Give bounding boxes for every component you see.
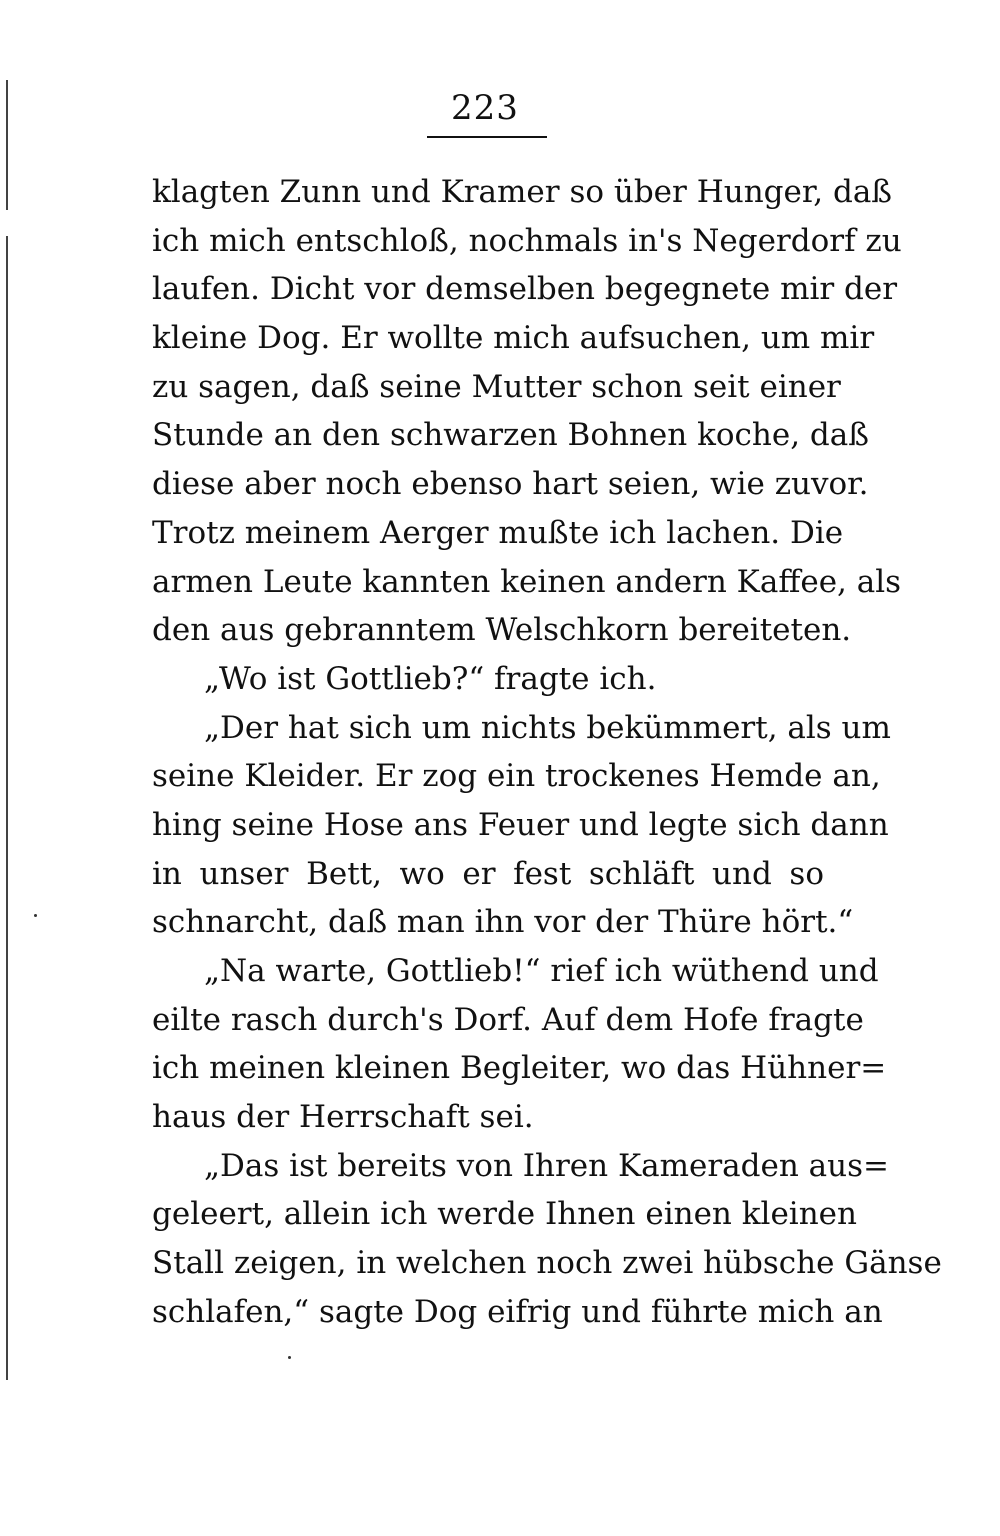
text-line: Trotz meinem Aerger mußte ich lachen. Die: [152, 514, 844, 551]
text-line: „Der hat sich um nichts bekümmert, als um: [204, 709, 891, 746]
text-line: „Na warte, Gottlieb!“ rief ich wüthend und: [204, 953, 879, 989]
print-speck: [288, 1356, 291, 1359]
text-line: schlafen,“ sagte Dog eifrig und führte mich an: [152, 1293, 883, 1330]
text-line: „Das ist bereits von Ihren Kameraden aus=: [204, 1147, 889, 1184]
text-line: ich meinen kleinen Begleiter, wo das Hühner=: [152, 1050, 887, 1087]
text-line: Stunde an den schwarzen Bohnen koche, daß: [152, 417, 869, 454]
page-number: 223: [451, 88, 519, 128]
text-line: seine Kleider. Er zog ein trockenes Hemde an,: [152, 758, 881, 795]
text-line: „Wo ist Gottlieb?“ fragte ich.: [204, 660, 657, 697]
text-line: kleine Dog. Er wollte mich aufsuchen, um mir: [152, 320, 875, 357]
text-line: schnarcht, daß man ihn vor der Thüre hört.“: [152, 904, 854, 941]
text-line: ich mich entschloß, nochmals in's Negerdorf zu: [152, 222, 902, 259]
text-line: diese aber noch ebenso hart seien, wie zuvor.: [152, 466, 869, 503]
text-line: den aus gebranntem Welschkorn bereiteten.: [152, 612, 852, 649]
body-text: [152, 168, 942, 1337]
text-line: in unser Bett, wo er fest schläft und so: [152, 855, 824, 892]
text-line: geleert, allein ich werde Ihnen einen kleinen: [152, 1196, 857, 1233]
text-line: zu sagen, daß seine Mutter schon seit einer: [152, 368, 841, 405]
text-line: laufen. Dicht vor demselben begegnete mir der: [152, 271, 898, 308]
text-line: klagten Zunn und Kramer so über Hunger, daß: [152, 174, 893, 210]
text-line: armen Leute kannten keinen andern Kaffee, als: [152, 563, 902, 600]
header-rule: [427, 136, 547, 138]
print-speck: [34, 914, 37, 917]
text-line: hing seine Hose ans Feuer und legte sich dann: [152, 806, 889, 843]
text-line: haus der Herrschaft sei.: [152, 1099, 534, 1136]
page-binding-edge: [6, 80, 8, 1380]
text-line: Stall zeigen, in welchen noch zwei hübsche Gänse: [152, 1245, 942, 1282]
text-line: eilte rasch durch's Dorf. Auf dem Hofe fragte: [152, 1001, 864, 1038]
